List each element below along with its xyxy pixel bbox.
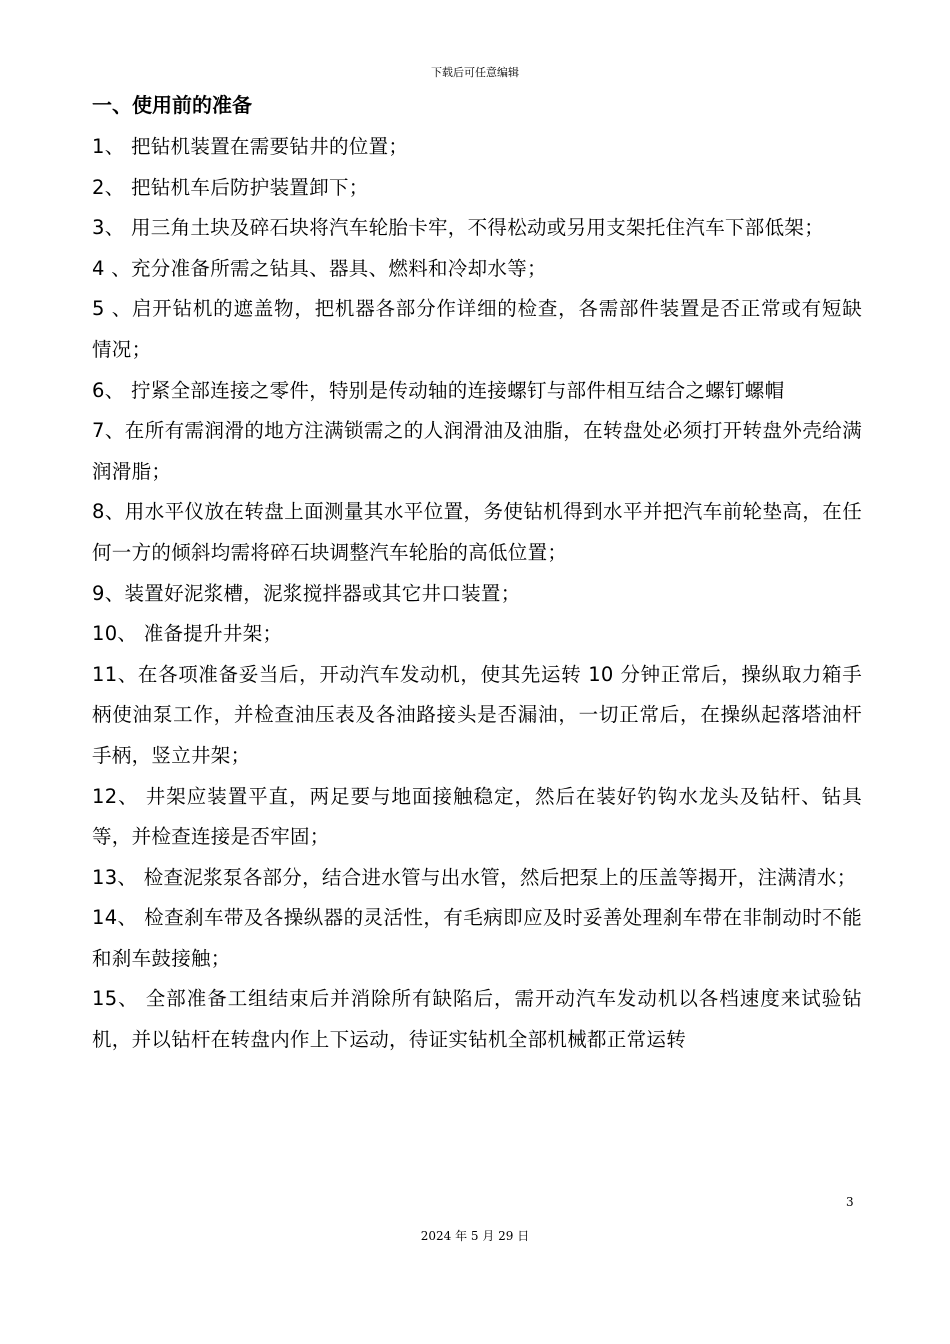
list-item: 3、 用三角土块及碎石块将汽车轮胎卡牢，不得松动或另用支架托住汽车下部低架；	[92, 216, 825, 240]
page-footer-date: 2024 年 5 月 29 日	[420, 1229, 530, 1243]
list-item: 7、在所有需润滑的地方注满锁需之的人润滑油及油脂，在转盘处必须打开转盘外壳给满润滑脂；	[92, 419, 862, 483]
list-item: 6、 拧紧全部连接之零件，特别是传动轴的连接螺钉与部件相互结合之螺钉螺帽	[92, 378, 785, 402]
list-item: 10、 准备提升井架；	[92, 622, 283, 646]
list-item: 12、 井架应装置平直，两足要与地面接触稳定，然后在装好钓钩水龙头及钻杆、钻具等，并检查连接是否牢固；	[92, 784, 862, 849]
list-item: 4 、充分准备所需之钻具、器具、燃料和冷却水等；	[92, 256, 547, 280]
list-item: 15、 全部准备工组结束后并消除所有缺陷后，需开动汽车发动机以各档速度来试验钻机，并以钻杆在转盘内作上下运动，待证实钻机全部机械都正常运转	[92, 987, 862, 1052]
list-item: 1、 把钻机装置在需要钻井的位置；	[92, 135, 409, 158]
list-item: 13、 检查泥浆泵各部分，结合进水管与出水管，然后把泵上的压盖等揭开，注满清水；	[92, 865, 857, 889]
page-number: 3	[846, 1195, 854, 1209]
document-body	[92, 127, 862, 1061]
list-item: 2、 把钻机车后防护装置卸下；	[92, 175, 369, 199]
list-item: 8、用水平仪放在转盘上面测量其水平位置，务使钻机得到水平并把汽车前轮垫高，在任何一方的倾斜均需将碎石块调整汽车轮胎的高低位置；	[92, 500, 862, 564]
list-item: 11、在各项准备妥当后，开动汽车发动机，使其先运转 10 分钟正常后，操纵取力箱手柄使油泵工作，并检查油压表及各油路接头是否漏油，一切正常后，在操纵起落塔油杆手柄，竖立井架；	[92, 662, 862, 767]
list-item: 9、装置好泥浆槽，泥浆搅拌器或其它井口装置；	[92, 581, 521, 605]
list-item: 14、 检查刹车带及各操纵器的灵活性，有毛病即应及时妥善处理刹车带在非制动时不能和刹车鼓接触；	[92, 906, 862, 970]
list-item: 5 、启开钻机的遮盖物，把机器各部分作详细的检查，各需部件装置是否正常或有短缺情况；	[92, 297, 862, 361]
page-header: 下载后可任意编辑	[431, 66, 519, 79]
section-title: 一、使用前的准备	[92, 93, 252, 117]
